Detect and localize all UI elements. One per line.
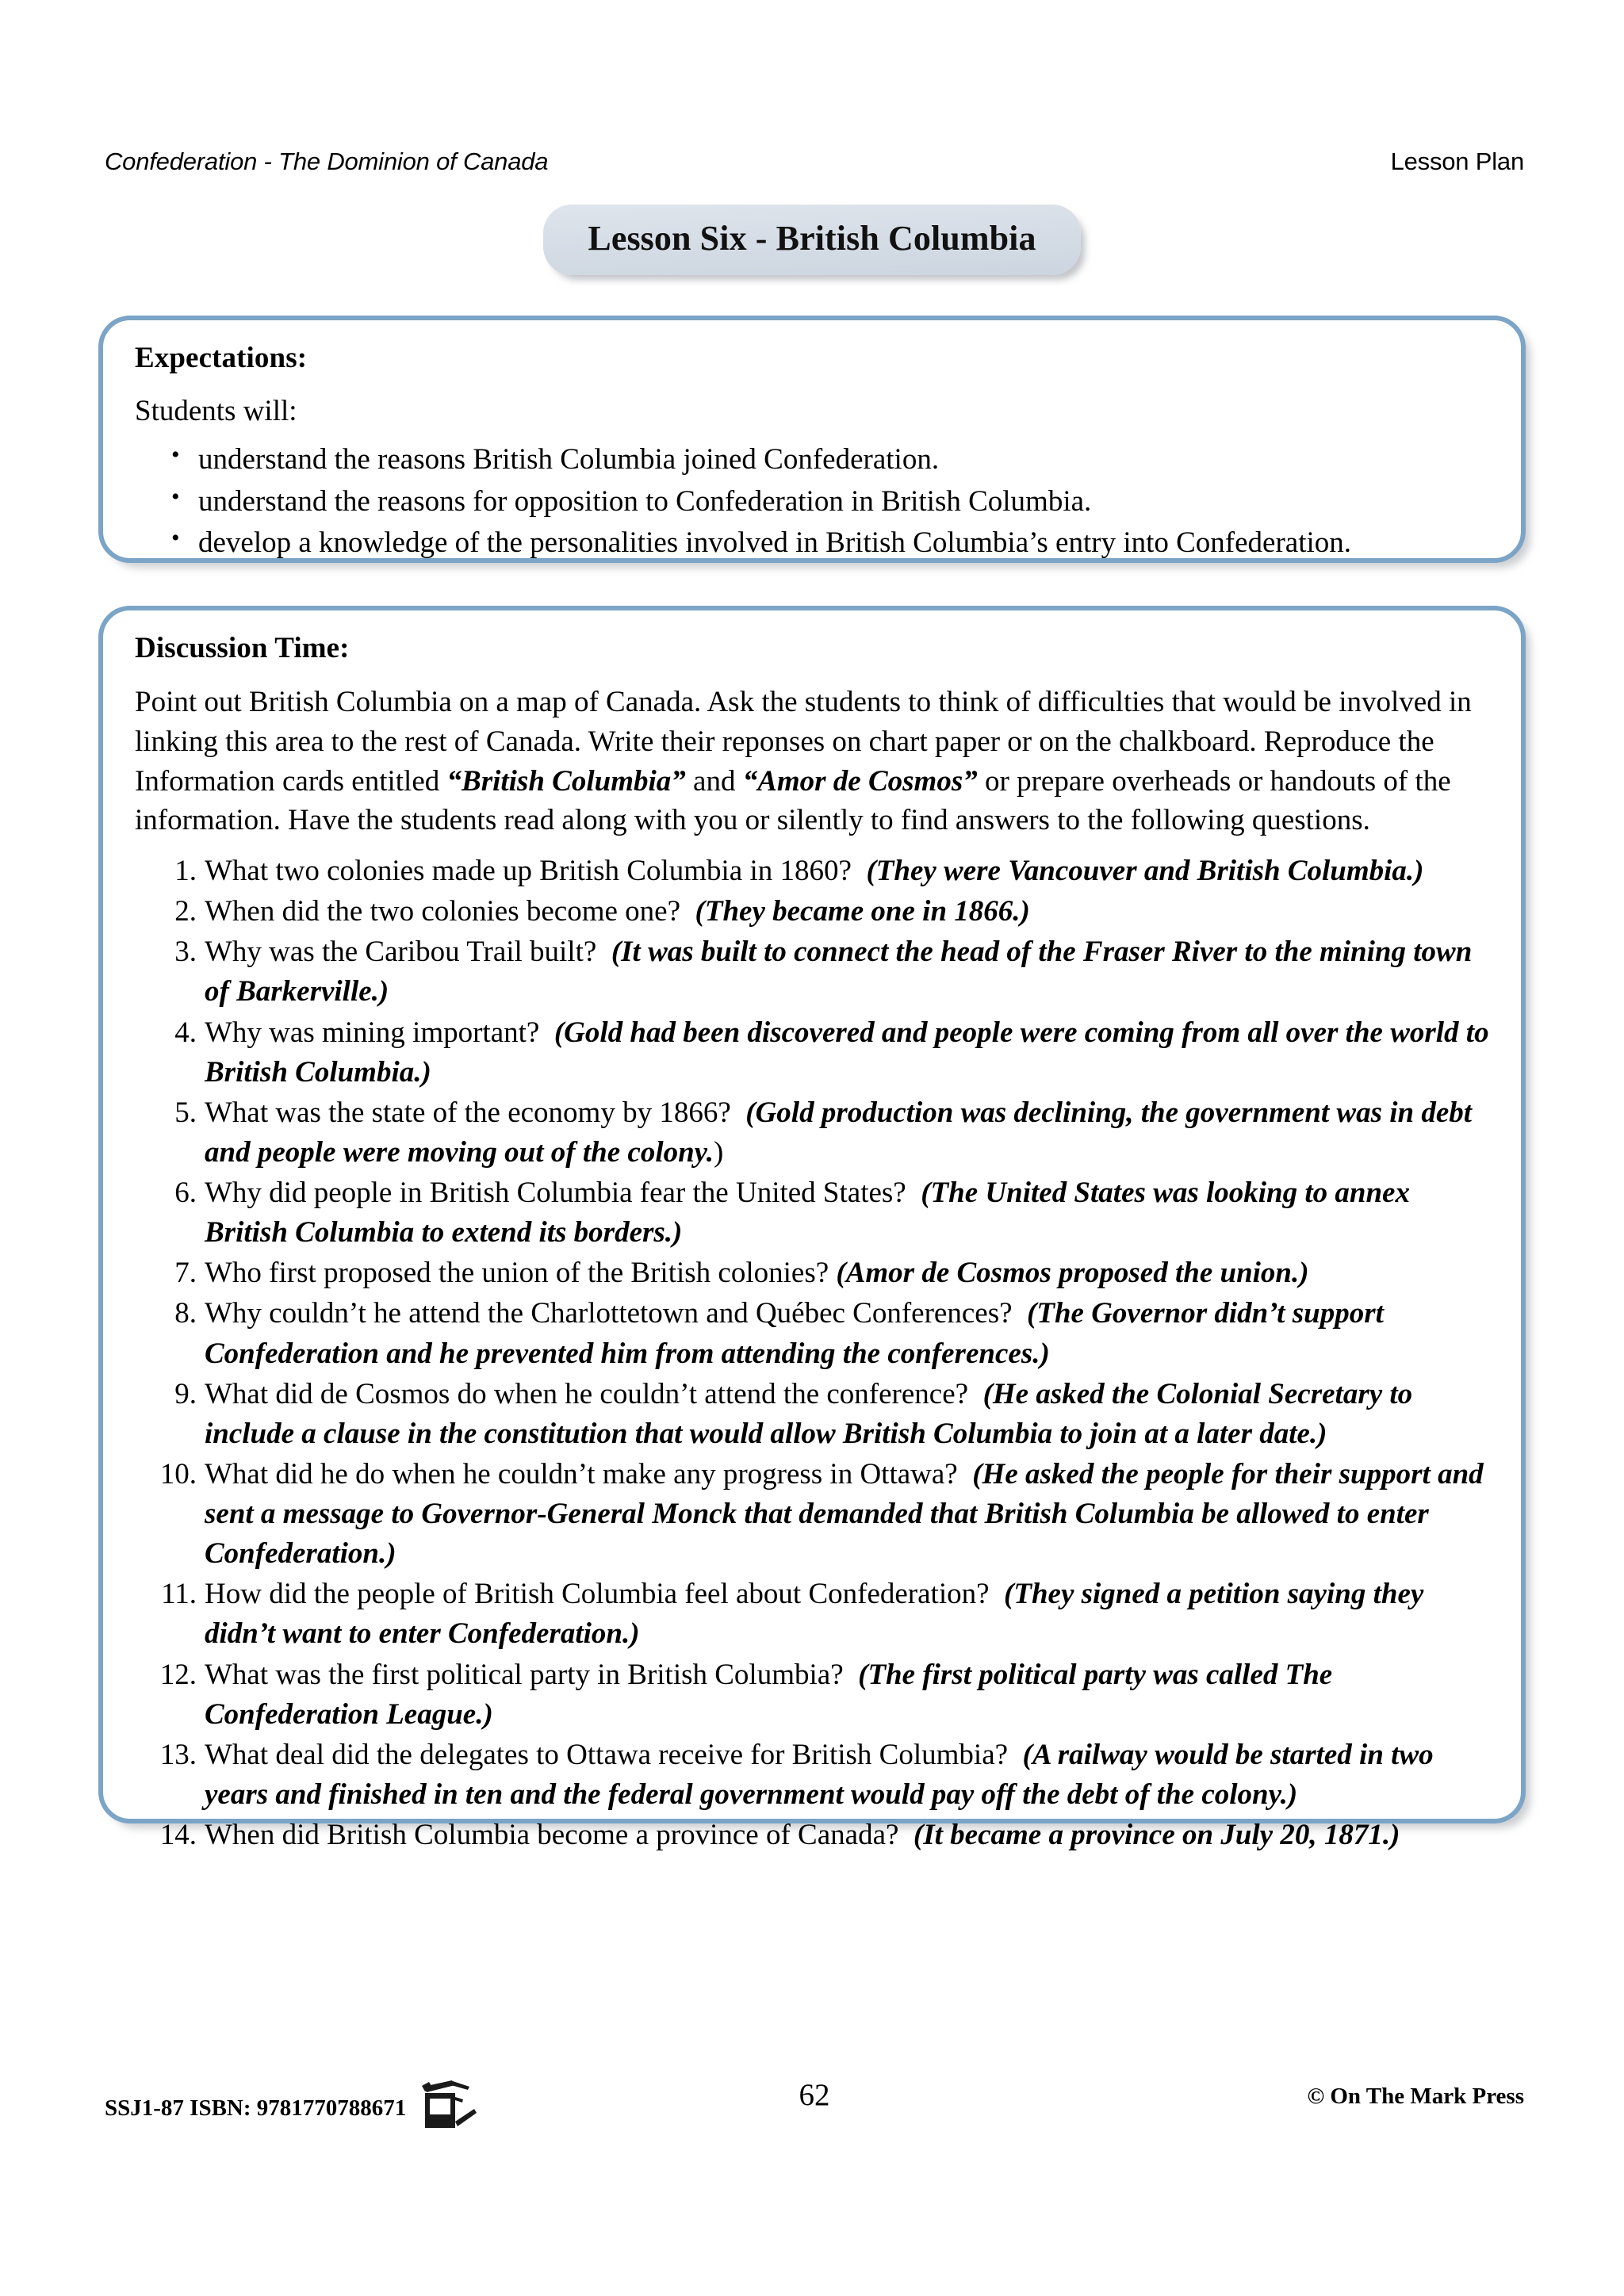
- list-item: [155, 1173, 1489, 1253]
- answer-text: (They were Vancouver and British Columbia.): [866, 855, 1424, 887]
- page-footer: [105, 2077, 1524, 2125]
- footer-copyright: © On The Mark Press: [1307, 2084, 1524, 2109]
- page-number: 62: [799, 2078, 830, 2112]
- question-text: What was the state of the economy by 1866?: [205, 1096, 731, 1129]
- list-item: • develop a knowledge of the personalities involved in British Columbia’s entry into Confederation.: [171, 523, 1489, 563]
- list-item: [155, 892, 1489, 932]
- answer-text: (The first political party was called The Confederation League.): [205, 1658, 1333, 1731]
- answer-text: (The United States was looking to annex British Columbia to extend its borders.): [205, 1177, 1410, 1249]
- list-item: [155, 1375, 1489, 1454]
- running-head-title: Confederation - The Dominion of Canada: [105, 147, 549, 175]
- expectations-lead-in: Students will:: [135, 395, 297, 427]
- answer-text: (He asked the Colonial Secretary to include a clause in the constitution that would allow British Columbia to join at a later date.): [205, 1377, 1413, 1450]
- answer-text: (It became a province on July 20, 1871.): [913, 1819, 1400, 1851]
- discussion-time-box: [98, 606, 1526, 1851]
- list-item: [155, 1655, 1489, 1735]
- answer-text: (Amor de Cosmos proposed the union.): [836, 1257, 1309, 1290]
- list-item: [155, 1093, 1489, 1173]
- question-text: What did de Cosmos do when he couldn’t attend the conference?: [205, 1377, 969, 1410]
- question-text: Why was the Caribou Trail built?: [205, 936, 597, 969]
- answer-text: (The Governor didn’t support Confederation and he prevented him from attending the conferences.): [205, 1297, 1384, 1370]
- title-banner-container: [0, 205, 1624, 275]
- question-text: When did British Columbia become a province of Canada?: [205, 1819, 899, 1851]
- question-text: Why couldn’t he attend the Charlottetown and Québec Conferences?: [205, 1297, 1013, 1330]
- list-item: • understand the reasons for opposition to Confederation in British Columbia.: [171, 482, 1489, 522]
- answer-text: (They became one in 1866.): [695, 895, 1030, 928]
- answer-text: (It was built to connect the head of the Fraser River to the mining town of Barkerville.): [205, 936, 1473, 1008]
- list-item: • understand the reasons British Columbia joined Confederation.: [171, 440, 1489, 480]
- intro-text-part-2: and: [685, 764, 743, 798]
- expectations-box: [98, 316, 1526, 563]
- running-head: [105, 147, 1524, 184]
- expectations-bullet-list: [135, 440, 1489, 563]
- list-item: [155, 1816, 1489, 1855]
- intro-emphasis-amor-de-cosmos: “Amor de Cosmos”: [742, 764, 978, 798]
- footer-isbn-code: SSJ1-87 ISBN: 9781770788671: [105, 2095, 407, 2121]
- list-item: [155, 1455, 1489, 1574]
- question-text: What two colonies made up British Columbia in 1860?: [205, 855, 852, 887]
- lesson-title-banner: Lesson Six - British Columbia: [543, 205, 1080, 275]
- discussion-content: [103, 610, 1521, 1864]
- answer-text: (He asked the people for their support and sent a message to Governor-General Monck that demanded that British Columbia be allowed to enter Confederation.): [205, 1457, 1484, 1571]
- list-item: [155, 1253, 1489, 1293]
- expectations-content: [103, 320, 1521, 573]
- intro-text-part-1: Point out British Columbia on a map of Canada. Ask the students to think of difficulties that would be involved in linking this area to the rest of Canada. Write their reponses on chart paper or on the chalkboard. Reproduce the Information cards entitled: [135, 686, 1472, 798]
- answer-text: (They signed a petition saying they didn’t want to enter Confederation.): [205, 1578, 1424, 1651]
- answer-closing-paren: ): [713, 1135, 724, 1169]
- intro-emphasis-british-columbia: “British Columbia”: [446, 764, 686, 798]
- discussion-question-list: [135, 851, 1489, 1855]
- question-text: Who first proposed the union of the British colonies?: [205, 1257, 829, 1290]
- answer-text: (Gold production was declining, the government was in debt and people were moving out of the colony.: [205, 1096, 1473, 1169]
- question-text: What did he do when he couldn’t make any progress in Ottawa?: [205, 1457, 958, 1490]
- question-text: Why did people in British Columbia fear the United States?: [205, 1177, 906, 1209]
- intro-text-part-3: or prepare overheads or handouts of the information. Have the students read along with you or silently to find answers to the following questions.: [135, 764, 1451, 837]
- question-text: When did the two colonies become one?: [205, 895, 681, 928]
- list-item: [155, 1735, 1489, 1815]
- answer-text: (Gold had been discovered and people were coming from all over the world to British Columbia.): [205, 1016, 1489, 1089]
- running-head-label: Lesson Plan: [1390, 147, 1524, 175]
- question-text: What deal did the delegates to Ottawa receive for British Columbia?: [205, 1738, 1009, 1771]
- list-item: [155, 1294, 1489, 1373]
- question-text: Why was mining important?: [205, 1016, 540, 1049]
- list-item: [155, 1013, 1489, 1093]
- list-item: [155, 851, 1489, 891]
- list-item: [155, 932, 1489, 1012]
- discussion-intro-paragraph: [135, 683, 1489, 840]
- expectations-heading: Expectations:: [135, 342, 308, 374]
- answer-text: (A railway would be started in two years and finished in ten and the federal government would pay off the debt of the colony.): [205, 1738, 1434, 1811]
- list-item: [155, 1575, 1489, 1654]
- discussion-heading: Discussion Time:: [135, 632, 350, 664]
- question-text: What was the first political party in British Columbia?: [205, 1658, 844, 1691]
- question-text: How did the people of British Columbia feel about Confederation?: [205, 1578, 990, 1611]
